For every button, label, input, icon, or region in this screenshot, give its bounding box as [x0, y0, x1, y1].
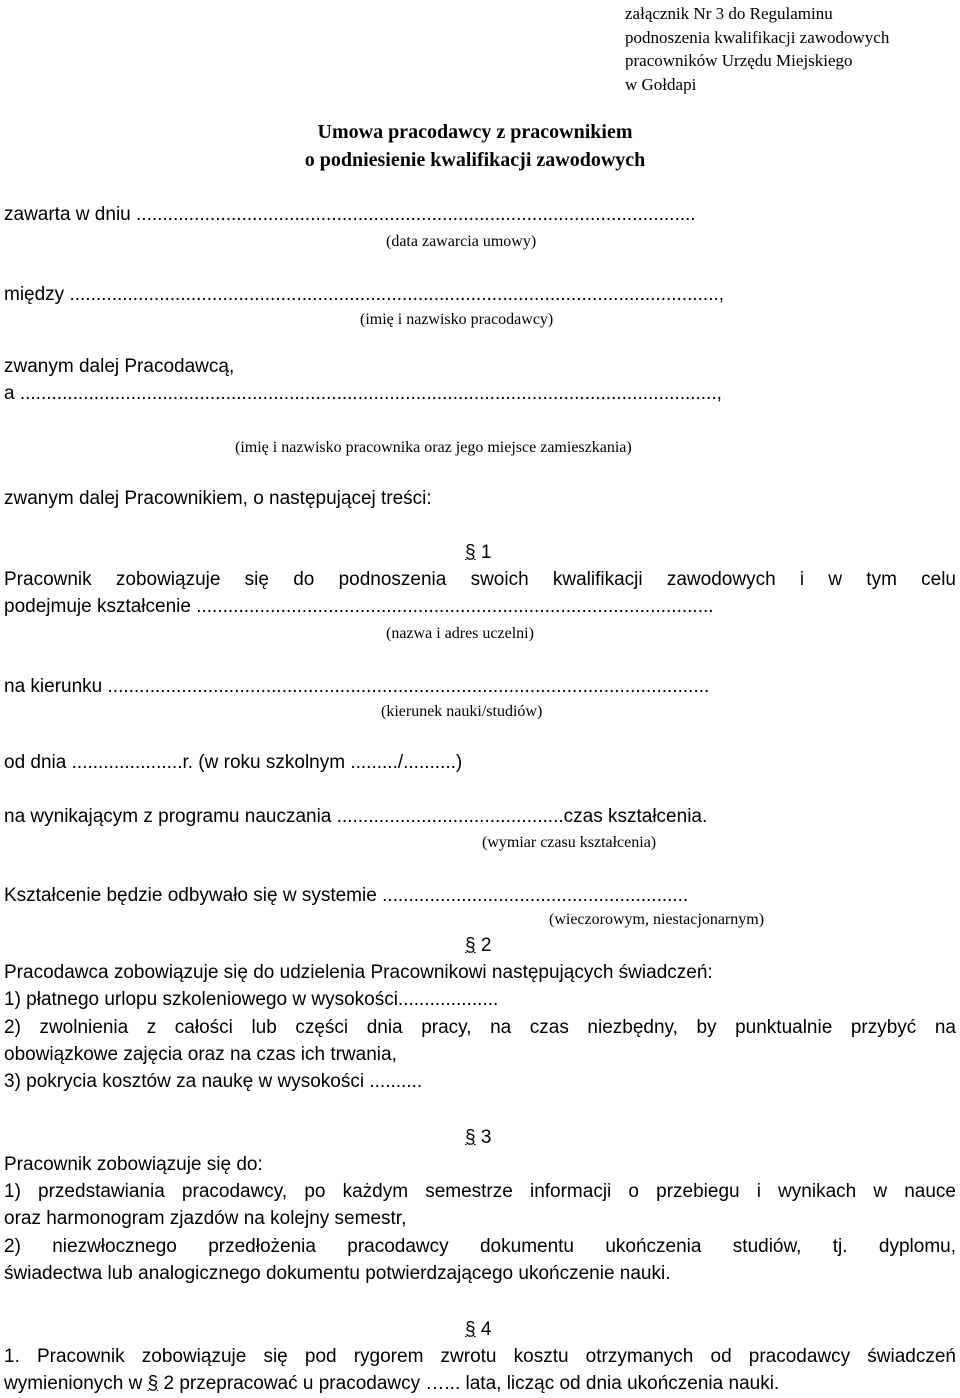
section-1-heading: § 1 [465, 542, 492, 563]
s1-hint-field: (kierunek nauki/studiów) [381, 703, 543, 720]
section-sign-icon: § [465, 542, 476, 563]
attachment-line: w Gołdapi [625, 74, 697, 94]
attachment-line: podnoszenia kwalifikacji zawodowych [625, 27, 890, 47]
employee-alias: zwanym dalej Pracownikiem, o następującej treści: [4, 488, 432, 509]
s2-item-2b: obowiązkowe zajęcia oraz na czas ich trwania, [4, 1044, 397, 1065]
s1-start-date: od dnia .....................r. (w roku szkolnym ........./..........) [4, 752, 463, 773]
s3-item-2a: 2) niezwłocznego przedłożenia pracodawcy dokumentu ukończenia studiów, tj. dyplomu, [4, 1236, 956, 1257]
s2-item-2a: 2) zwolnienia z całości lub części dnia pracy, na czas niezbędny, by punktualnie przybyć na [4, 1017, 956, 1038]
attachment-line: załącznik Nr 3 do Regulaminu [625, 4, 833, 23]
s3-intro: Pracownik zobowiązuje się do: [4, 1154, 263, 1175]
s1-duration-line: na wynikającym z programu nauczania ...........................................czas kształcenia. [4, 806, 708, 827]
section-2-heading: § 2 [465, 935, 492, 956]
s2-item-3: 3) pokrycia kosztów za naukę w wysokości .......... [4, 1071, 423, 1092]
section-sign-icon: § [465, 1127, 476, 1148]
s4-item-1b: wymienionych w § 2 przepracować u pracodawcy …... lata, licząc od dnia ukończenia nauki. [4, 1373, 780, 1394]
employer-alias: zwanym dalej Pracodawcą, [4, 356, 235, 377]
employee-line: a ...................................................................................................................................., [4, 383, 722, 404]
s3-item-1b: oraz harmonogram zjazdów na kolejny semestr, [4, 1208, 407, 1229]
s1-hint-university: (nazwa i adres uczelni) [386, 625, 534, 642]
s2-item-1: 1) płatnego urlopu szkoleniowego w wysokości................... [4, 989, 499, 1010]
title-line: o podniesienie kwalifikacji zawodowych [304, 149, 646, 171]
s1-hint-system: (wieczorowym, niestacjonarnym) [549, 911, 765, 928]
s1-field-line: na kierunku .................................................................................................................. [4, 676, 710, 697]
s3-item-1a: 1) przedstawiania pracodawcy, po każdym semestrze informacji o przebiegu i wynikach w nauce [4, 1181, 956, 1202]
employer-line: między ..........................................................................................................................., [4, 284, 725, 305]
contract-date-line: zawarta w dniu .......................................................................................................... [4, 204, 696, 225]
section-sign-icon: § [465, 1319, 476, 1340]
s1-hint-duration: (wymiar czasu kształcenia) [482, 834, 657, 851]
contract-date-hint: (data zawarcia umowy) [386, 233, 537, 250]
s1-line1: Pracownik zobowiązuje się do podnoszenia swoich kwalifikacji zawodowych i w tym celu [4, 569, 956, 590]
s4-item-1a: 1. Pracownik zobowiązuje się pod rygorem zwrotu kosztu otrzymanych od pracodawcy świadczeń [4, 1346, 956, 1367]
section-sign-icon: § [465, 935, 476, 956]
employer-hint: (imię i nazwisko pracodawcy) [360, 311, 554, 328]
employee-hint: (imię i nazwisko pracownika oraz jego miejsce zamieszkania) [235, 439, 632, 456]
section-3-heading: § 3 [465, 1127, 492, 1148]
section-4-heading: § 4 [465, 1319, 492, 1340]
section-sign-icon: § [147, 1373, 159, 1394]
s1-line2: podejmuje kształcenie .................................................................................................. [4, 596, 714, 617]
s1-system-line: Kształcenie będzie odbywało się w systemie .......................................................... [4, 885, 689, 906]
s3-item-2b: świadectwa lub analogicznego dokumentu potwierdzającego ukończenie nauki. [4, 1263, 671, 1284]
attachment-note [625, 2, 889, 96]
document-title [0, 118, 960, 174]
attachment-line: pracowników Urzędu Miejskiego [625, 51, 853, 70]
s2-intro: Pracodawca zobowiązuje się do udzielenia Pracownikowi następujących świadczeń: [4, 962, 713, 983]
title-line: Umowa pracodawcy z pracownikiem [317, 121, 633, 143]
